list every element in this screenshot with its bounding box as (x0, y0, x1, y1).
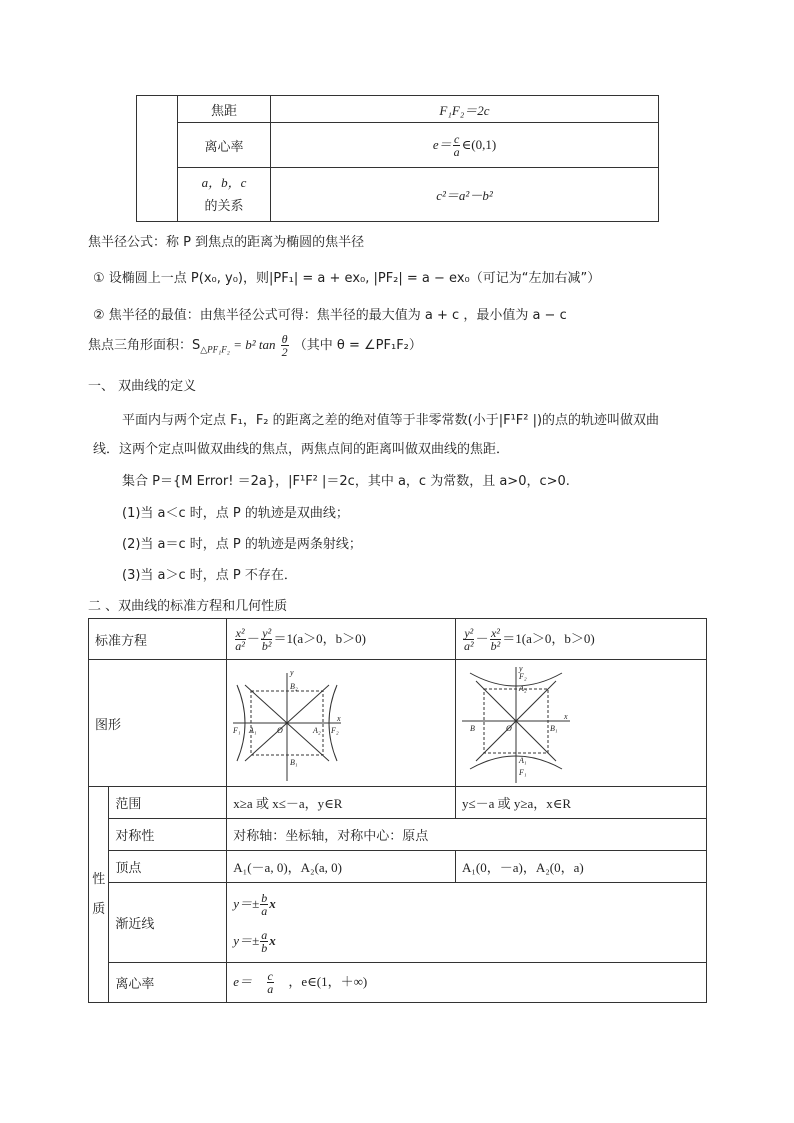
std-equation-2: $\frac{\text{y²}}{\text{a²}}$ － $\frac{\text{x²}}{\text{b²}}$ ＝1(a＞0，b＞0) (456, 619, 707, 660)
range-value-2: y≤－a 或 y≥a，x∈R (456, 787, 707, 819)
ecc-hyp-post: ，e∈(1，＋∞) (288, 974, 368, 989)
graph1-label-a1: A₁ (249, 725, 257, 735)
asymptote-2 (233, 923, 700, 960)
graph2-label-x: x (564, 711, 568, 721)
graph2-label-y: y (519, 663, 523, 673)
case-2: (2)当 a＝c 时，点 P 的轨迹是两条射线； (122, 537, 362, 552)
case-1: (1)当 a＜c 时，点 P 的轨迹是双曲线； (122, 506, 349, 521)
asym2-num: a (261, 927, 268, 942)
eq2-n2: x² (490, 625, 500, 640)
abc-relation-value: c²＝a²－b² (271, 168, 659, 222)
asym2-pre: y＝± (233, 932, 260, 948)
ecc-frac-num: c (453, 131, 460, 146)
graph2-label-a2: A₂ (519, 683, 527, 693)
eq1-frac2 (261, 627, 273, 652)
asym2-post: x (269, 932, 276, 948)
ecc-hyp-num: c (267, 969, 273, 983)
eq2-frac1 (463, 627, 475, 652)
focal-distance-value: F₁F₂＝2c (271, 96, 659, 123)
asym2-frac (260, 929, 268, 954)
asym2-den: b (261, 940, 268, 955)
asym1-pre: y＝± (233, 895, 260, 911)
ecc-hyp-pre: e＝ (233, 974, 253, 989)
graph2-label-o: O (506, 723, 512, 733)
symmetry-label: 对称性 (109, 819, 227, 851)
graph1-label-b2: B₂ (290, 681, 298, 691)
asym1-num: b (261, 890, 268, 905)
graph2-label-a1: A₁ (519, 755, 527, 765)
ecc-hyp-label: 离心率 (109, 963, 227, 1003)
focal-distance-label: 焦距 (178, 96, 271, 123)
section1-heading: 一、 双曲线的定义 (88, 379, 197, 394)
ecc-hyp-value (227, 963, 707, 1003)
eq1-n2: y² (262, 625, 272, 640)
eq1-frac1 (234, 627, 246, 652)
properties-label (89, 787, 109, 1003)
asymptote-label: 渐近线 (109, 883, 227, 963)
graph1-label-y: y (290, 667, 294, 677)
graph-label: 图形 (89, 660, 227, 787)
focal-radius-item2: ② 焦半径的最值：由焦半径公式可得：焦半径的最大值为 a + c ，最小值为 a − c (93, 308, 567, 323)
area-suffix: （其中 θ = ∠PF₁F₂） (293, 338, 422, 353)
abc-relation-label (178, 168, 271, 222)
asym1-den: a (261, 903, 268, 918)
symmetry-value: 对称轴：坐标轴，对称中心：原点 (227, 819, 707, 851)
vertex-value-2: A₁(0，－a)，A₂(0，a) (456, 851, 707, 883)
area-frac-den: 2 (281, 345, 288, 359)
eccentricity-label: 离心率 (178, 123, 271, 168)
asymptote-1 (233, 886, 700, 923)
ecc-hyp-frac (266, 970, 274, 995)
range-label: 范围 (109, 787, 227, 819)
definition-line2: 线．这两个定点叫做双曲线的焦点，两焦点间的距离叫做双曲线的焦距． (93, 442, 510, 457)
graph2-label-f1: F₁ (519, 767, 527, 777)
asym1-post: x (269, 895, 276, 911)
graph2-cell (456, 660, 707, 787)
asym1-frac (260, 892, 268, 917)
graph2-label-b: B (470, 723, 475, 733)
graph2-vertical-hyperbola (456, 661, 706, 786)
asymptote-value (227, 883, 707, 963)
case-3: (3)当 a＞c 时，点 P 不存在． (122, 568, 297, 583)
eq1-n1: x² (235, 625, 245, 640)
properties-label-1: 性 (92, 871, 106, 887)
graph1-label-f2: F₂ (331, 725, 339, 735)
ecc-prefix: e＝ (432, 136, 452, 152)
graph1-label-a2: A₂ (313, 725, 321, 735)
vertex-label: 顶点 (109, 851, 227, 883)
definition-line1: 平面内与两个定点 F₁，F₂ 的距离之差的绝对值等于非零常数(小于|F¹F² |)的点的轨迹叫做双曲 (122, 413, 660, 428)
graph1-horizontal-hyperbola (227, 661, 443, 786)
range-value-1: x≥a 或 x≤－a，y∈R (227, 787, 456, 819)
set-definition: 集合 P＝{M Error! ＝2a}，|F¹F² |＝2c，其中 a，c 为常数，且 a>0，c>0. (122, 474, 570, 489)
graph1-cell (227, 660, 456, 787)
ecc-suffix: ∈(0,1) (461, 136, 497, 152)
eq2-d2: b² (490, 638, 501, 653)
abc-label-line1: a，b，c (201, 174, 247, 190)
area-sub: △PF₁F₂ (200, 344, 230, 355)
area-eq: = b² tan (229, 337, 276, 352)
ellipse-table (136, 95, 659, 222)
section2-heading: 二 、双曲线的标准方程和几何性质 (88, 599, 288, 614)
eq2-frac2 (490, 627, 502, 652)
graph1-label-f1: F₁ (233, 725, 241, 735)
abc-label-line2: 的关系 (204, 198, 244, 214)
area-fraction (281, 333, 289, 358)
properties-label-2: 质 (92, 901, 106, 917)
eccentricity-value (271, 123, 659, 168)
eq1-suffix: ＝1(a＞0，b＞0) (273, 630, 366, 646)
eq1-d2: b² (261, 638, 272, 653)
graph1-label-b1: B₁ (290, 757, 298, 767)
eq2-d1: a² (464, 638, 474, 653)
vertex-value-1: A₁(－a, 0)，A₂(a, 0) (227, 851, 456, 883)
eq2-n1: y² (464, 625, 474, 640)
ecc-hyp-den: a (267, 982, 274, 996)
eq1-d1: a² (235, 638, 245, 653)
graph2-label-b1: B₁ (550, 723, 558, 733)
ellipse-table-left-cell (137, 96, 178, 222)
area-frac-num: θ (281, 332, 288, 346)
std-equation-label: 标准方程 (89, 619, 227, 660)
focal-radius-item1: ① 设椭圆上一点 P(x₀, y₀)，则|PF₁| = a + ex₀, |PF₂| = a − ex₀（可记为“左加右减”） (93, 271, 601, 286)
graph2-label-f2: F₂ (519, 671, 527, 681)
area-prefix: 焦点三角形面积：S (88, 338, 201, 353)
ecc-frac-den: a (453, 144, 460, 159)
eq2-suffix: ＝1(a＞0，b＞0) (502, 630, 595, 646)
ecc-fraction (453, 133, 461, 158)
graph1-label-x: x (337, 713, 341, 723)
std-equation-1: $\frac{\text{x²}}{\text{a²}}$ － $\frac{\text{y²}}{\text{b²}}$ ＝1(a＞0，b＞0) (227, 619, 456, 660)
focal-triangle-area (88, 333, 422, 358)
focal-radius-title: 焦半径公式：称 P 到焦点的距离为椭圆的焦半径 (88, 235, 365, 250)
graph1-label-o: O (277, 725, 284, 735)
hyperbola-table (88, 618, 707, 1003)
